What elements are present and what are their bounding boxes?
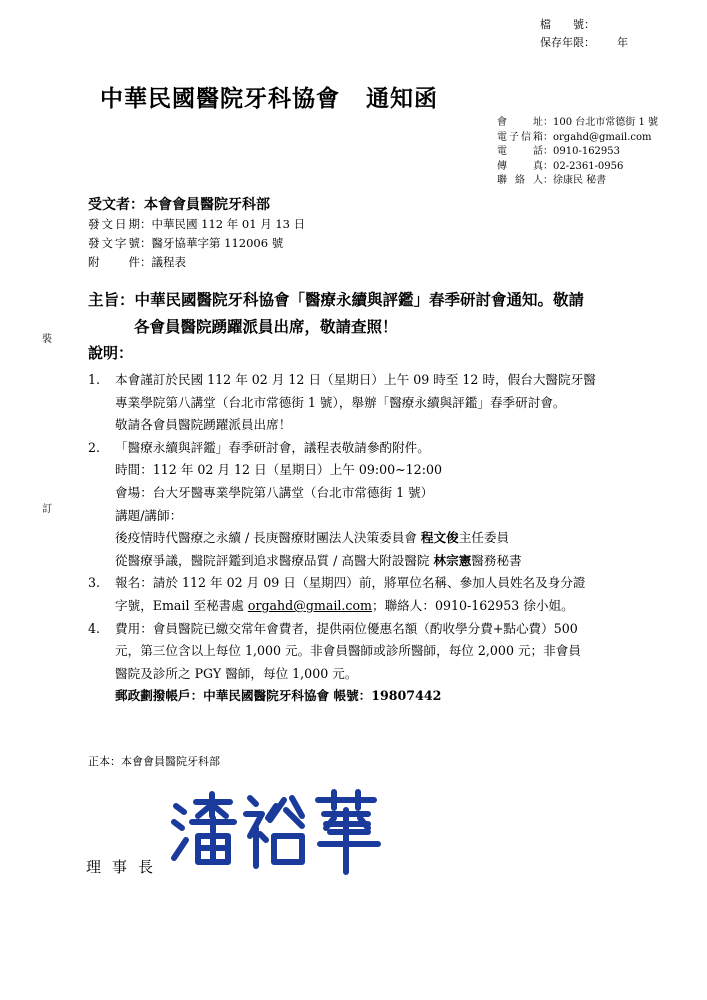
subject-line-1: 主旨：中華民國醫院牙科協會「醫療永續與評鑑」春季研討會通知。敬請 xyxy=(88,290,585,309)
signature-icon xyxy=(168,788,388,878)
doc-type: 通知函 xyxy=(366,85,438,112)
recipient: 受文者：本會會員醫院牙科部 xyxy=(88,197,270,213)
retention-unit: 年 xyxy=(617,36,628,49)
issue-number: 發文字號：醫牙協華字第 112006 號 xyxy=(88,236,284,250)
signer-title: 理事長 xyxy=(86,858,165,876)
talk-2: 從醫療爭議，醫院評鑑到追求醫療品質 / 高醫大附設醫院 林宗憲醫務秘書 xyxy=(115,552,522,568)
file-number-field xyxy=(540,18,595,32)
cc-line: 正本：本會會員醫院牙科部 xyxy=(88,755,220,768)
contact-address: 會 址：100 台北市常德街 1 號 xyxy=(497,117,658,128)
contact-email: 電子信箱：orgahd@gmail.com xyxy=(497,131,652,143)
org-name: 中華民國醫院牙科協會 xyxy=(100,85,340,112)
file-number-label: 檔 號： xyxy=(540,18,595,31)
speaker-name: 林宗憲 xyxy=(433,552,472,568)
list-item: 2. 「醫療永續與評鑑」春季研討會，議程表敬請參酌附件。 時間：112 年 02 月 12 日（星期日）上午 09:00~12:00 會場：台大牙醫專業學院第八講堂（台北市常德街 1 號） 講題/講師： 後疫情時代醫療之永續 / 長庚醫療財團法人決策委員會 程文俊主任委員 從醫療爭議，醫院評鑑到追求醫療品質 / 高醫大附設醫院 林宗憲醫務秘書 xyxy=(88,437,648,573)
explanation-body xyxy=(88,369,648,708)
binding-mark-ding: 訂 xyxy=(42,504,52,515)
talk-1: 後疫情時代醫療之永續 / 長庚醫療財團法人決策委員會 程文俊主任委員 xyxy=(115,530,510,546)
email-link[interactable]: orgahd@gmail.com xyxy=(247,597,372,613)
contact-person: 聯 絡 人：徐康民 秘書 xyxy=(497,175,607,187)
explanation-label: 說明： xyxy=(88,344,134,362)
retention-label: 保存年限： xyxy=(540,36,595,49)
signature-image xyxy=(168,788,388,882)
list-item: 3. 報名：請於 112 年 02 月 09 日（星期四）前，將單位名稱、參加人員姓名及身分證 字號，Email 至秘書處 orgahd@gmail.com；聯絡人：0910-162953 徐小姐。 xyxy=(88,575,586,613)
binding-mark-zhuang: 裝 xyxy=(42,334,52,345)
document-title xyxy=(100,80,438,113)
issue-date: 發文日期：中華民國 112 年 01 月 13 日 xyxy=(88,217,306,231)
contact-block xyxy=(497,116,658,189)
contact-fax: 傳 真：02-2361-0956 xyxy=(497,160,624,172)
list-item: 1. 本會謹訂於民國 112 年 02 月 12 日（星期日）上午 09 時至 12 時，假台大醫院牙醫 專業學院第八講堂（台北市常德街 1 號），舉辦「醫療永續與評鑑」春季研討會。 敬請各會員醫院踴躍派員出席！ xyxy=(88,372,596,433)
speaker-name: 程文俊 xyxy=(420,530,459,546)
subject xyxy=(88,286,628,340)
list-item: 4. 費用：會員醫院已繳交常年會費者，提供兩位優惠名額（酌收學分費+點心費）500 元，第三位含以上每位 1,000 元。非會員醫師或診所醫師，每位 2,000 元；非會員 醫院及診所之 PGY 醫師，每位 1,000 元。 xyxy=(88,620,581,681)
contact-phone: 電 話：0910-162953 xyxy=(497,146,621,158)
retention-field xyxy=(540,36,628,50)
subject-line-2: 各會員醫院踴躍派員出席，敬請查照！ xyxy=(134,317,398,336)
bank-account: 郵政劃撥帳戶：中華民國醫院牙科協會 帳號：19807442 xyxy=(115,688,442,704)
attachment: 附 件：議程表 xyxy=(88,255,186,269)
